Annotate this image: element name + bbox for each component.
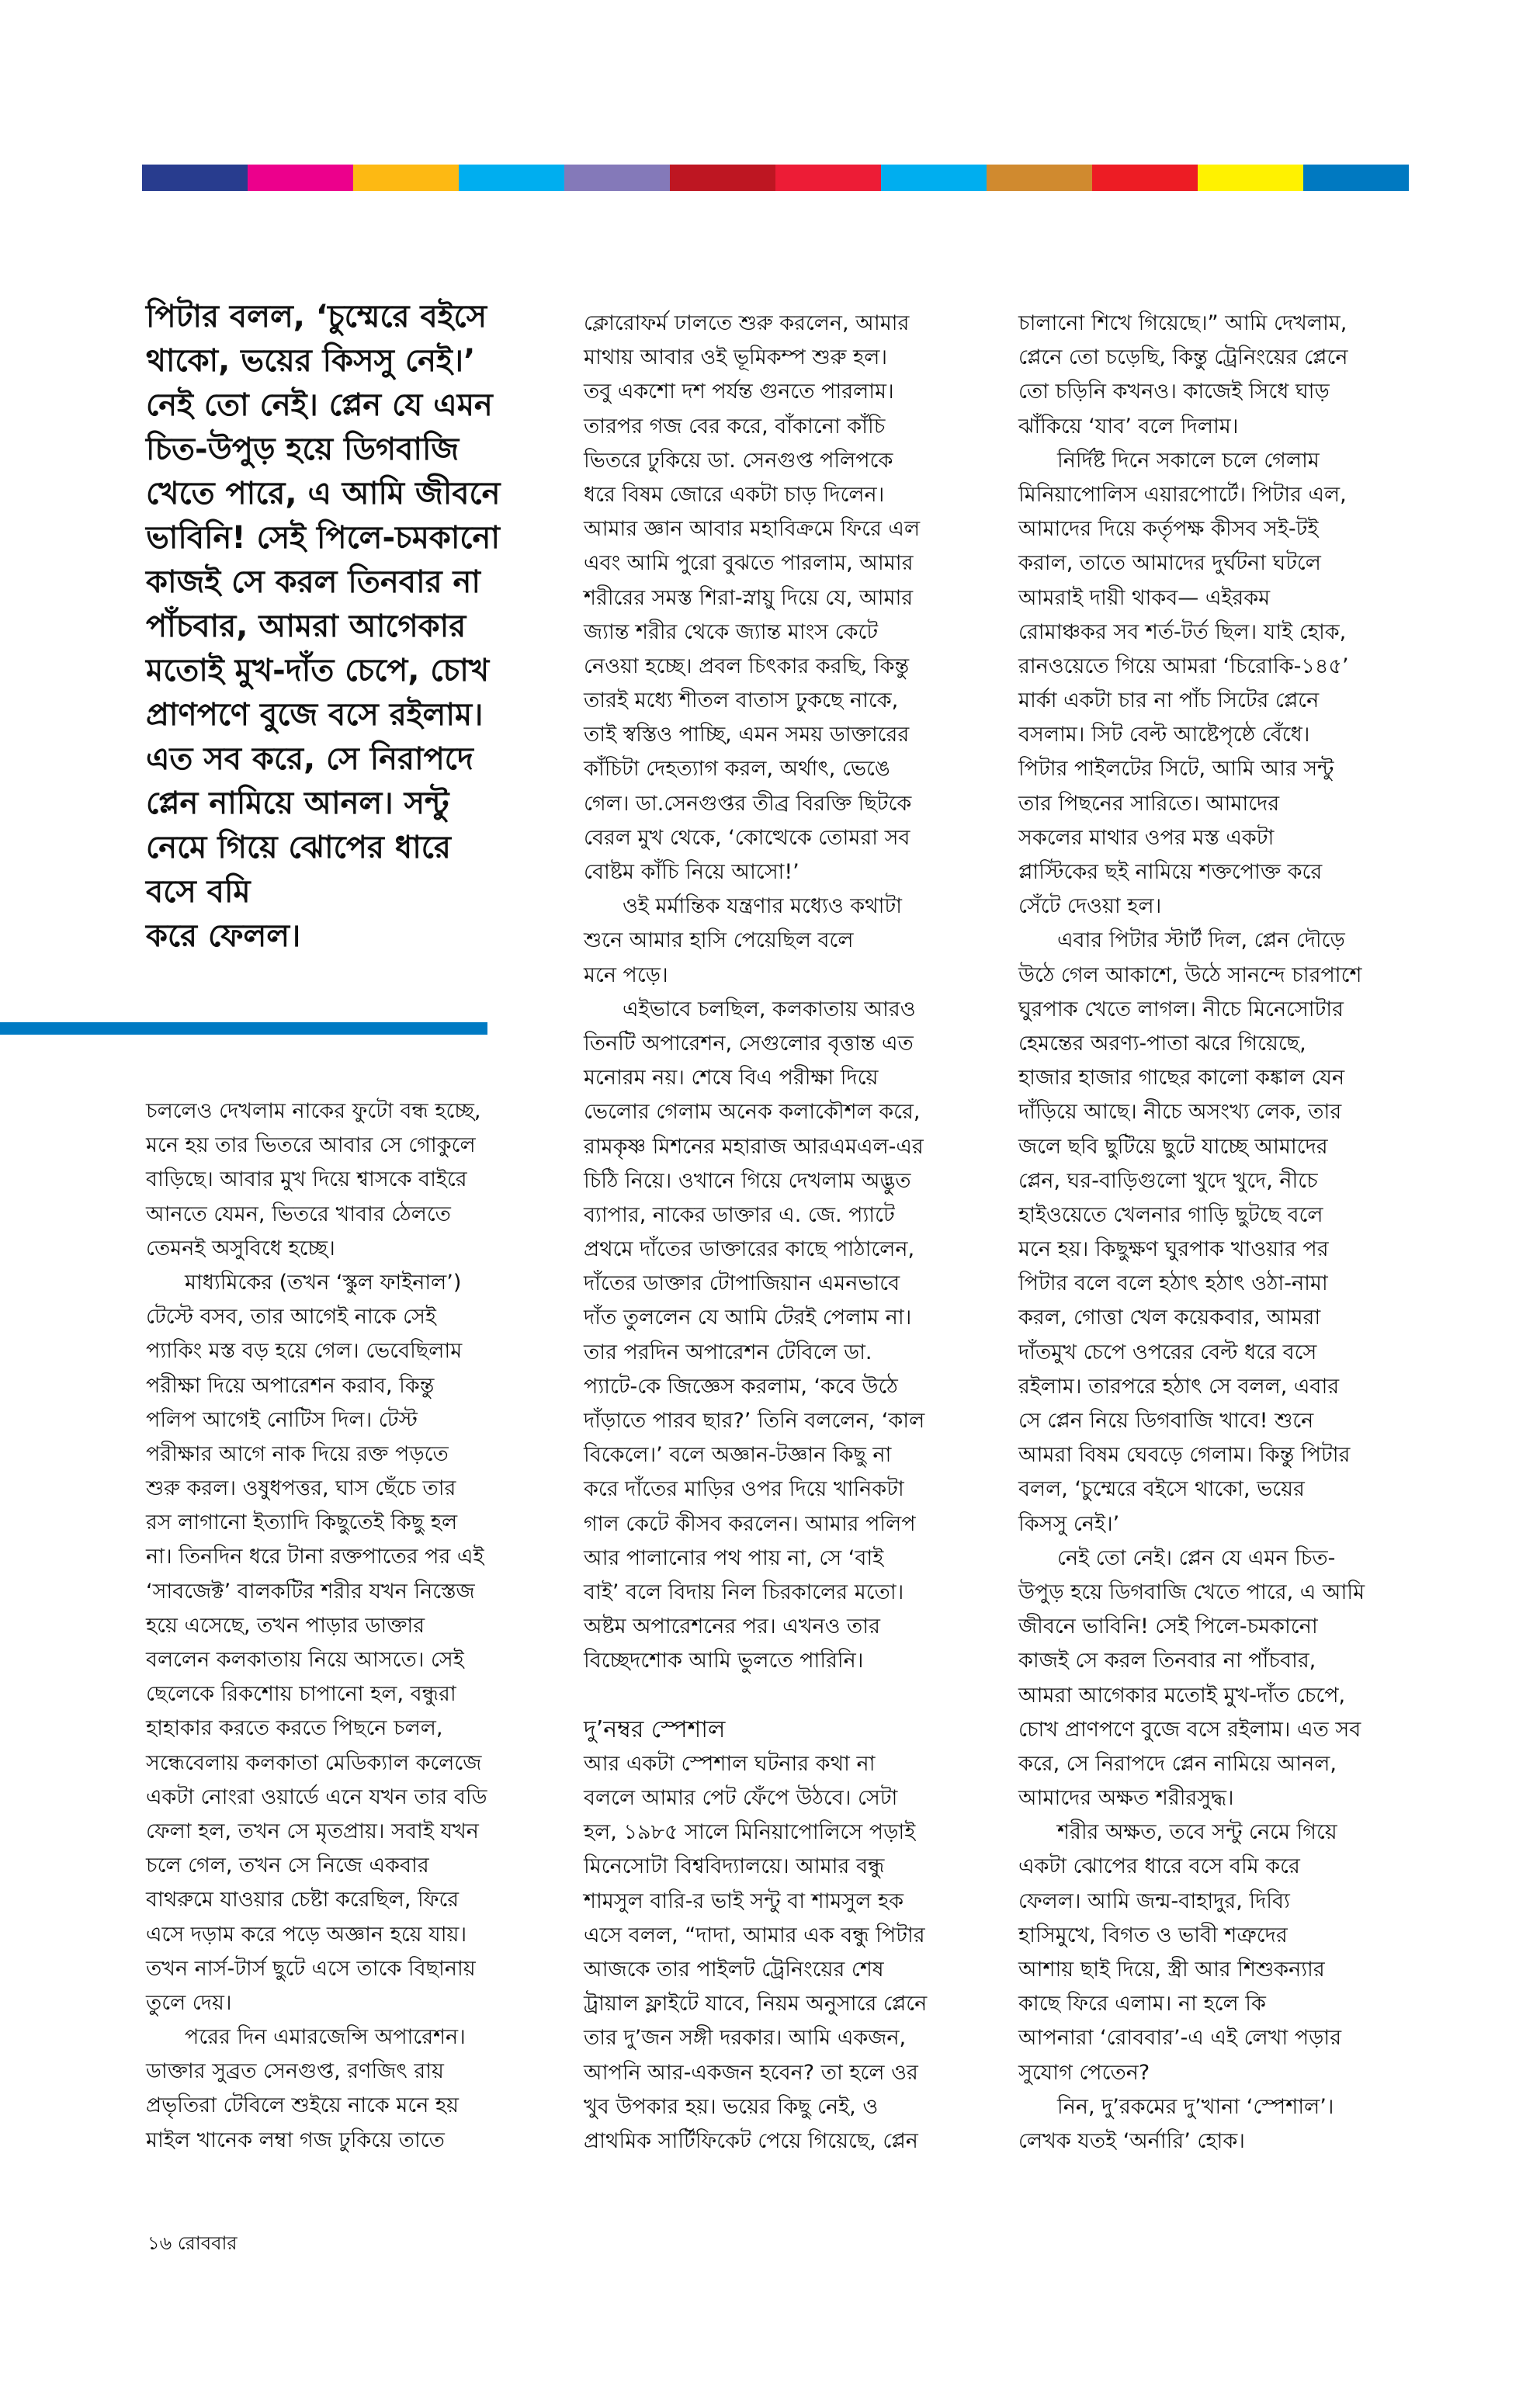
text-line: করে দাঁতের মাড়ির ওপর দিয়ে খানিকটা bbox=[584, 1477, 904, 1502]
text-line: বাড়িছে। আবার মুখ দিয়ে শ্বাসকে বাইরে bbox=[146, 1167, 467, 1192]
pull-quote-line: বসে বমি bbox=[146, 874, 251, 910]
text-line: জীবনে ভাবিনি! সেই পিলে-চমকানো bbox=[1018, 1614, 1318, 1639]
text-line: প্যাকিং মস্ত বড় হয়ে গেল। ভেবেছিলাম bbox=[146, 1339, 463, 1364]
text-line: পরের দিন এমারজেন্সি অপারেশন। bbox=[185, 2025, 466, 2050]
text-line: নেওয়া হচ্ছে। প্রবল চিৎকার করছি, কিন্তু bbox=[584, 654, 910, 678]
text-line: তো চড়িনি কখনও। কাজেই সিধে ঘাড় bbox=[1018, 380, 1330, 404]
text-line: এবার পিটার স্টার্ট দিল, প্লেন দৌড়ে bbox=[1057, 928, 1345, 953]
text-line: শরীরের সমস্ত শিরা-স্নায়ু দিয়ে যে, আমার bbox=[584, 585, 914, 610]
pull-quote bbox=[146, 295, 501, 959]
pull-quote-line: প্রাণপণে বুজে বসে রইলাম। bbox=[146, 697, 484, 733]
text-line: নিন, দু’রকমের দু’খানা ‘স্পেশাল’। bbox=[1057, 2094, 1334, 2119]
text-line: হাসিমুখে, বিগত ও ভাবী শত্রুদের bbox=[1018, 1923, 1288, 1947]
text-line: উঠে গেল আকাশে, উঠে সানন্দে চারপাশে bbox=[1018, 962, 1362, 987]
text-line: তার দু’জন সঙ্গী দরকার। আমি একজন, bbox=[584, 2026, 907, 2051]
text-line: এসে দড়াম করে পড়ে অজ্ঞান হয়ে যায়। bbox=[146, 1922, 467, 1947]
text-line: নির্দিষ্ট দিনে সকালে চলে গেলাম bbox=[1057, 448, 1320, 473]
text-line: উপুড় হয়ে ডিগবাজি খেতে পারে, এ আমি bbox=[1018, 1580, 1365, 1604]
text-line: বললেন কলকাতায় নিয়ে আসতে। সেই bbox=[146, 1648, 464, 1672]
text-line: ঘুরপাক খেতে লাগল। নীচে মিনেসোটার bbox=[1018, 997, 1344, 1021]
text-line: মাথায় আবার ওই ভূমিকম্প শুরু হল। bbox=[584, 345, 887, 370]
text-line: আপনি আর-একজন হবেন? তা হলে ওর bbox=[584, 2060, 918, 2085]
paragraph bbox=[1018, 1816, 1365, 2090]
text-line: তারই মধ্যে শীতল বাতাস ঢুকছে নাকে, bbox=[584, 688, 899, 713]
text-line: পলিপ আগেই নোটিস দিল। টেস্ট bbox=[146, 1407, 418, 1432]
pull-quote-line: মতোই মুখ-দাঁত চেপে, চোখ bbox=[146, 653, 490, 688]
text-line: সন্ধেবেলায় কলকাতা মেডিক্যাল কলেজে bbox=[146, 1750, 482, 1775]
color-swatch bbox=[881, 165, 987, 191]
pull-quote-line: পিটার বলল, ‘চুম্মেরে বইসে bbox=[146, 299, 487, 335]
paragraph bbox=[584, 890, 927, 993]
text-line: তিনটি অপারেশন, সেগুলোর বৃত্তান্ত এত bbox=[584, 1031, 914, 1056]
paragraph bbox=[1018, 2090, 1365, 2159]
text-line: হাজার হাজার গাছের কালো কঙ্কাল যেন bbox=[1018, 1066, 1345, 1091]
text-line: বোষ্টম কাঁচি নিয়ে আসো!’ bbox=[584, 860, 799, 884]
text-line: শুনে আমার হাসি পেয়েছিল বলে bbox=[584, 928, 854, 953]
text-line: ভেলোর গেলাম অনেক কলাকৌশল করে, bbox=[584, 1100, 921, 1125]
text-line: শামসুল বারি-র ভাই সন্টু বা শামসুল হক bbox=[584, 1888, 904, 1913]
color-swatch bbox=[987, 165, 1092, 191]
article-column-left bbox=[146, 1094, 487, 2158]
section-heading: দু’নম্বর স্পেশাল bbox=[584, 1715, 726, 1743]
spacer bbox=[584, 1679, 927, 1713]
text-line: প্রাথমিক সার্টিফিকেট পেয়ে গিয়েছে, প্লেন bbox=[584, 2128, 918, 2153]
pull-quote-line: থাকো, ভয়ের কিসসু নেই।’ bbox=[146, 343, 476, 379]
text-line: তারপর গজ বের করে, বাঁকানো কাঁচি bbox=[584, 414, 886, 439]
text-line: জ্যান্ত শরীর থেকে জ্যান্ত মাংস কেটে bbox=[584, 619, 879, 644]
text-line: পরীক্ষার আগে নাক দিয়ে রক্ত পড়তে bbox=[146, 1441, 449, 1466]
text-line: প্লেনে তো চড়েছি, কিন্তু ট্রেনিংয়ের প্লেনে bbox=[1018, 345, 1348, 370]
page-number: ১৬ bbox=[147, 2232, 172, 2254]
text-line: হেমন্তের অরণ্য-পাতা ঝরে গিয়েছে, bbox=[1018, 1031, 1306, 1056]
text-line: প্লাস্টিকের ছই নামিয়ে শক্তপোক্ত করে bbox=[1018, 860, 1323, 884]
text-line: সুযোগ পেতেন? bbox=[1018, 2060, 1150, 2085]
paragraph bbox=[146, 2020, 487, 2158]
text-line: বিচ্ছেদশোক আমি ভুলতে পারিনি। bbox=[584, 1649, 864, 1673]
text-line: সকলের মাথার ওপর মস্ত একটা bbox=[1018, 825, 1275, 850]
text-line: হাইওয়েতে খেলনার গাড়ি ছুটছে বলে bbox=[1018, 1202, 1323, 1227]
paragraph bbox=[146, 1266, 487, 2020]
text-line: ‘সাবজেক্ট’ বালকটির শরীর যখন নিস্তেজ bbox=[146, 1579, 475, 1604]
color-swatch bbox=[1303, 165, 1409, 191]
text-line: দাঁড়িয়ে আছে। নীচে অসংখ্য লেক, তার bbox=[1018, 1100, 1342, 1125]
text-line: ব্যাপার, নাকের ডাক্তার এ. জে. প্যাটে bbox=[584, 1202, 895, 1227]
text-line: মনে হয় তার ভিতরে আবার সে গোকুলে bbox=[146, 1133, 476, 1158]
text-line: মাইল খানেক লম্বা গজ ঢুকিয়ে তাতে bbox=[146, 2128, 445, 2152]
text-line: তার পরদিন অপারেশন টেবিলে ডা. bbox=[584, 1340, 872, 1365]
text-line: বললে আমার পেট ফেঁপে উঠবে। সেটা bbox=[584, 1786, 898, 1811]
text-line: আমাদের দিয়ে কর্তৃপক্ষ কীসব সই-টই bbox=[1018, 517, 1319, 542]
pull-quote-line: খেতে পারে, এ আমি জীবনে bbox=[146, 476, 501, 512]
text-line: তুলে দেয়। bbox=[146, 1990, 232, 2015]
text-line: মনে হয়। কিছুক্ষণ ঘুরপাক খাওয়ার পর bbox=[1018, 1237, 1329, 1262]
paragraph bbox=[1018, 307, 1365, 444]
text-line: মিনিয়াপোলিস এয়ারপোর্টে। পিটার এল, bbox=[1018, 482, 1347, 507]
text-line: চলে গেল, তখন সে নিজে একবার bbox=[146, 1854, 429, 1878]
text-line: দাঁতমুখ চেপে ওপরের বেল্ট ধরে বসে bbox=[1018, 1340, 1317, 1365]
text-line: আশায় ছাই দিয়ে, স্ত্রী আর শিশুকন্যার bbox=[1018, 1958, 1325, 1982]
text-line: মার্কা একটা চার না পাঁচ সিটের প্লেনে bbox=[1018, 688, 1320, 713]
text-line: রস লাগানো ইত্যাদি কিছুতেই কিছু হল bbox=[146, 1510, 458, 1535]
text-line: মাধ্যমিকের (তখন ‘স্কুল ফাইনাল’) bbox=[185, 1270, 462, 1295]
text-line: ফেলা হল, তখন সে মৃতপ্রায়। সবাই যখন bbox=[146, 1819, 479, 1843]
text-line: শরীর অক্ষত, তবে সন্টু নেমে গিয়ে bbox=[1057, 1820, 1337, 1845]
text-line: বসলাম। সিট বেল্ট আষ্টেপৃষ্ঠে বেঁধে। bbox=[1018, 723, 1310, 747]
text-line: দাঁড়াতে পারব ছার?’ তিনি বললেন, ‘কাল bbox=[584, 1409, 925, 1433]
text-line: প্রথমে দাঁতের ডাক্তারের কাছে পাঠালেন, bbox=[584, 1237, 915, 1262]
paragraph bbox=[584, 993, 927, 1679]
text-line: একটা ঝোপের ধারে বসে বমি করে bbox=[1018, 1854, 1300, 1879]
text-line: শুরু করল। ওষুধপত্তর, ঘাস ছেঁচে তার bbox=[146, 1476, 456, 1501]
text-line: আজকে তার পাইলট ট্রেনিংয়ের শেষ bbox=[584, 1958, 884, 1982]
paragraph bbox=[1018, 1542, 1365, 1816]
text-line: বিকেলে।’ বলে অজ্ঞান-টজ্ঞান কিছু না bbox=[584, 1443, 892, 1468]
text-line: ট্রায়াল ফ্লাইটে যাবে, নিয়ম অনুসারে প্লেনে bbox=[584, 1992, 928, 2017]
text-line: আমার জ্ঞান আবার মহাবিক্রমে ফিরে এল bbox=[584, 517, 921, 542]
text-line: কিসসু নেই।’ bbox=[1018, 1511, 1120, 1536]
pull-quote-line: এত সব করে, সে নিরাপদে bbox=[146, 741, 473, 777]
text-line: হাহাকার করতে করতে পিছনে চলল, bbox=[146, 1716, 443, 1741]
text-line: আমরা বিষম ঘেবড়ে গেলাম। কিন্তু পিটার bbox=[1018, 1443, 1351, 1468]
paragraph bbox=[584, 1747, 927, 2159]
text-line: গেল। ডা.সেনগুপ্তর তীব্র বিরক্তি ছিটকে bbox=[584, 791, 912, 816]
text-line: আর পালানোর পথ পায় না, সে ‘বাই bbox=[584, 1545, 884, 1570]
text-line: রোমাঞ্চকর সব শর্ত-টর্ত ছিল। যাই হোক, bbox=[1018, 619, 1347, 644]
text-line: তবু একশো দশ পর্যন্ত গুনতে পারলাম। bbox=[584, 380, 894, 404]
text-line: চিঠি নিয়ে। ওখানে গিয়ে দেখলাম অদ্ভুত bbox=[584, 1168, 911, 1193]
text-line: মিনেসোটা বিশ্ববিদ্যালয়ে। আমার বন্ধু bbox=[584, 1854, 885, 1879]
text-line: না। তিনদিন ধরে টানা রক্তপাতের পর এই bbox=[146, 1545, 484, 1569]
text-line: পরীক্ষা দিয়ে অপারেশন করাব, কিন্তু bbox=[146, 1373, 435, 1398]
pull-quote-line: প্লেন নামিয়ে আনল। সন্টু bbox=[146, 786, 449, 821]
text-line: সেঁটে দেওয়া হল। bbox=[1018, 894, 1162, 919]
text-line: বেরল মুখ থেকে, ‘কোত্থেকে তোমরা সব bbox=[584, 825, 910, 850]
text-line: আমাদের অক্ষত শরীরসুদ্ধ। bbox=[1018, 1786, 1234, 1811]
paragraph bbox=[584, 307, 927, 890]
color-swatch bbox=[353, 165, 459, 191]
text-line: মনে পড়ে। bbox=[584, 962, 668, 987]
paragraph bbox=[1018, 924, 1365, 1541]
text-line: রইলাম। তারপরে হঠাৎ সে বলল, এবার bbox=[1018, 1374, 1340, 1399]
text-line: আমরা আগেকার মতোই মুখ-দাঁত চেপে, bbox=[1018, 1683, 1346, 1708]
text-line: রানওয়েতে গিয়ে আমরা ‘চিরোকি-১৪৫’ bbox=[1018, 654, 1349, 678]
pull-quote-line: পাঁচবার, আমরা আগেকার bbox=[146, 609, 467, 644]
text-line: ওই মর্মান্তিক যন্ত্রণার মধ্যেও কথাটা bbox=[623, 894, 903, 919]
text-line: সে প্লেন নিয়ে ডিগবাজি খাবে! শুনে bbox=[1018, 1409, 1314, 1433]
text-line: হল, ১৯৮৫ সালে মিনিয়াপোলিসে পড়াই bbox=[584, 1820, 916, 1845]
pull-quote-line: ভাবিনি! সেই পিলে-চমকানো bbox=[146, 520, 500, 556]
color-swatch bbox=[564, 165, 670, 191]
text-line: তখন নার্স-টার্স ছুটে এসে তাকে বিছানায় bbox=[146, 1956, 476, 1981]
pull-quote-line: কাজই সে করল তিনবার না bbox=[146, 564, 480, 600]
text-line: তার পিছনের সারিতে। আমাদের bbox=[1018, 791, 1280, 816]
text-line: ঝাঁকিয়ে ‘যাব’ বলে দিলাম। bbox=[1018, 414, 1239, 439]
color-swatch bbox=[248, 165, 353, 191]
text-line: পিটার বলে বলে হঠাৎ হঠাৎ ওঠা-নামা bbox=[1018, 1271, 1328, 1296]
text-line: করল, গোত্তা খেল কয়েকবার, আমরা bbox=[1018, 1306, 1321, 1330]
text-line: ডাক্তার সুব্রত সেনগুপ্ত, রণজিৎ রায় bbox=[146, 2059, 444, 2084]
text-line: কাছে ফিরে এলাম। না হলে কি bbox=[1018, 1992, 1266, 2017]
article-column-right bbox=[1018, 307, 1365, 2159]
text-line: বাই’ বলে বিদায় নিল চিরকালের মতো। bbox=[584, 1580, 904, 1604]
text-line: প্যাটে-কে জিজ্ঞেস করলাম, ‘কবে উঠে bbox=[584, 1374, 898, 1399]
text-line: করাল, তাতে আমাদের দুর্ঘটনা ঘটলে bbox=[1018, 551, 1321, 576]
paragraph bbox=[146, 1094, 487, 1266]
text-line: এবং আমি পুরো বুঝতে পারলাম, আমার bbox=[584, 551, 914, 576]
text-line: প্লেন, ঘর-বাড়িগুলো খুদে খুদে, নীচে bbox=[1018, 1168, 1318, 1193]
text-line: তেমনই অসুবিধে হচ্ছে। bbox=[146, 1236, 335, 1261]
pull-quote-line: নেমে গিয়ে ঝোপের ধারে bbox=[146, 830, 451, 865]
pull-quote-line: করে ফেলল। bbox=[146, 918, 301, 954]
color-swatch bbox=[775, 165, 881, 191]
text-line: ফেলল। আমি জন্ম-বাহাদুর, দিব্যি bbox=[1018, 1888, 1290, 1913]
text-line: এইভাবে চলছিল, কলকাতায় আরও bbox=[623, 997, 916, 1021]
text-line: অষ্টম অপারেশনের পর। এখনও তার bbox=[584, 1614, 880, 1639]
color-bar bbox=[142, 165, 1409, 191]
text-line: চোখ প্রাণপণে বুজে বসে রইলাম। এত সব bbox=[1018, 1717, 1361, 1742]
text-line: চালানো শিখে গিয়েছে।” আমি দেখলাম, bbox=[1018, 311, 1348, 335]
color-swatch bbox=[459, 165, 564, 191]
text-line: মনোরম নয়। শেষে বিএ পরীক্ষা দিয়ে bbox=[584, 1066, 879, 1091]
color-swatch bbox=[1198, 165, 1303, 191]
text-line: আমরাই দায়ী থাকব— এইরকম bbox=[1018, 585, 1271, 610]
text-line: টেস্টে বসব, তার আগেই নাকে সেই bbox=[146, 1305, 436, 1330]
text-line: বাথরুমে যাওয়ার চেষ্টা করেছিল, ফিরে bbox=[146, 1888, 460, 1913]
text-line: কাজই সে করল তিনবার না পাঁচবার, bbox=[1018, 1649, 1316, 1673]
color-swatch bbox=[142, 165, 248, 191]
text-line: একটা নোংরা ওয়ার্ডে এনে যখন তার বডি bbox=[146, 1784, 487, 1809]
text-line: গাল কেটে কীসব করলেন। আমার পলিপ bbox=[584, 1511, 916, 1536]
text-line: আনতে যেমন, ভিতরে খাবার ঠেলতে bbox=[146, 1202, 451, 1226]
page-footer bbox=[147, 2229, 238, 2260]
text-line: ক্লোরোফর্ম ঢালতে শুরু করলেন, আমার bbox=[584, 311, 910, 335]
text-line: ধরে বিষম জোরে একটা চাড় দিলেন। bbox=[584, 482, 885, 507]
text-line: করে, সে নিরাপদে প্লেন নামিয়ে আনল, bbox=[1018, 1751, 1337, 1776]
text-line: হয়ে এসেছে, তখন পাড়ার ডাক্তার bbox=[146, 1613, 425, 1638]
text-line: আর একটা স্পেশাল ঘটনার কথা না bbox=[584, 1751, 876, 1776]
pull-quote-line: চিত-উপুড় হয়ে ডিগবাজি bbox=[146, 432, 460, 467]
color-swatch bbox=[1092, 165, 1198, 191]
text-line: রামকৃষ্ণ মিশনের মহারাজ আরএমএল-এর bbox=[584, 1134, 924, 1159]
text-line: নেই তো নেই। প্লেন যে এমন চিত- bbox=[1057, 1545, 1336, 1570]
text-line: প্রভৃতিরা টেবিলে শুইয়ে নাকে মনে হয় bbox=[146, 2093, 460, 2118]
magazine-name: রোববার bbox=[177, 2232, 238, 2254]
text-line: লেখক যতই ‘অর্নারি’ হোক। bbox=[1018, 2128, 1245, 2153]
text-line: খুব উপকার হয়। ভয়ের কিছু নেই, ও bbox=[584, 2094, 879, 2119]
pull-quote-line: নেই তো নেই। প্লেন যে এমন bbox=[146, 387, 493, 423]
text-line: তাই স্বস্তিও পাচ্ছি, এমন সময় ডাক্তারের bbox=[584, 723, 910, 747]
paragraph bbox=[1018, 444, 1365, 924]
color-swatch bbox=[670, 165, 775, 191]
text-line: পিটার পাইলটের সিটে, আমি আর সন্টু bbox=[1018, 757, 1334, 782]
text-line: দাঁতের ডাক্তার টোপাজিয়ান এমনভাবে bbox=[584, 1271, 900, 1296]
text-line: কাঁচিটা দেহত্যাগ করল, অর্থাৎ, ভেঙে bbox=[584, 757, 890, 782]
text-line: জলে ছবি ছুটিয়ে ছুটে যাচ্ছে আমাদের bbox=[1018, 1134, 1328, 1159]
text-line: আপনারা ‘রোববার’-এ এই লেখা পড়ার bbox=[1018, 2026, 1342, 2051]
text-line: বলল, ‘চুম্মেরে বইসে থাকো, ভয়ের bbox=[1018, 1477, 1305, 1502]
text-line: ভিতরে ঢুকিয়ে ডা. সেনগুপ্ত পলিপকে bbox=[584, 448, 893, 473]
text-line: ছেলেকে রিকশোয় চাপানো হল, বন্ধুরা bbox=[146, 1682, 456, 1707]
divider-rule bbox=[0, 1022, 487, 1035]
article-column-middle bbox=[584, 307, 927, 2159]
text-line: এসে বলল, “দাদা, আমার এক বন্ধু পিটার bbox=[584, 1923, 925, 1947]
text-line: দাঁত তুললেন যে আমি টেরই পেলাম না। bbox=[584, 1306, 912, 1330]
text-line: চললেও দেখলাম নাকের ফুটো বন্ধ হচ্ছে, bbox=[146, 1099, 481, 1123]
